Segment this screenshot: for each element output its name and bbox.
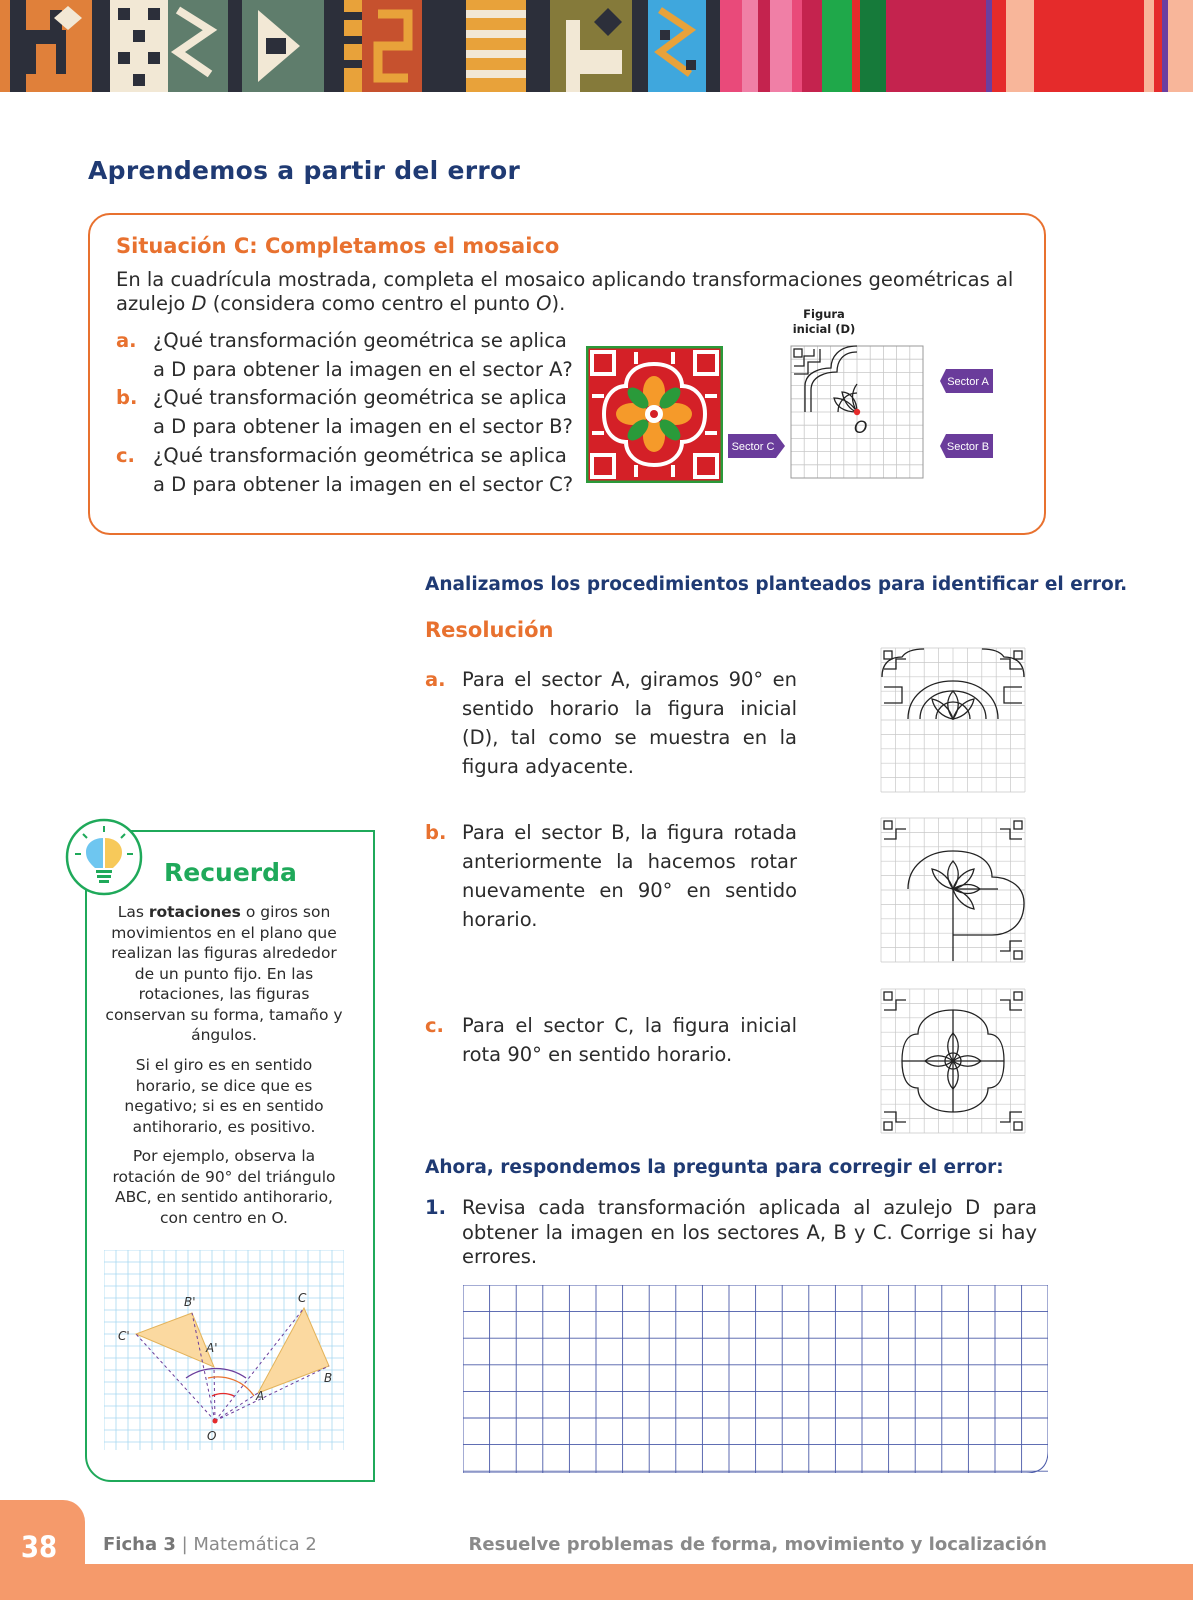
footer-ficha: Ficha 3 | Matemática 2 xyxy=(103,1534,317,1555)
sector-a-arrow xyxy=(940,369,993,393)
sector-c-arrow xyxy=(728,434,785,458)
correction-title: Ahora, respondemos la pregunta para corregir el error: xyxy=(425,1157,1004,1178)
footer-competence: Resuelve problemas de forma, movimiento y localización xyxy=(468,1534,1047,1555)
resolution-figure-c xyxy=(880,988,1026,1134)
label-a: A xyxy=(256,1389,265,1403)
question-text: ¿Qué transformación geométrica se aplica a D para obtener la imagen en el sector C? xyxy=(153,444,574,496)
remember-paragraph-2: Si el giro es en sentido horario, se dice que es negativo; si es en sentido antihorario, es positivo. xyxy=(124,1056,324,1136)
analysis-intro: Analizamos los procedimientos planteados para identificar el error. xyxy=(425,574,1128,595)
label-a-prime: A' xyxy=(206,1341,218,1355)
resolution-title: Resolución xyxy=(425,618,554,642)
resolution-step-c xyxy=(425,1011,800,1069)
figure-caption-line1: Figura xyxy=(803,307,845,321)
step-letter: c. xyxy=(425,1014,444,1037)
footer-bar xyxy=(0,1564,1193,1600)
resolution-figure-a xyxy=(880,647,1026,793)
rotation-example-figure xyxy=(104,1250,344,1450)
question-a xyxy=(116,326,576,384)
question-text: ¿Qué transformación geométrica se aplica a D para obtener la imagen en el sector A? xyxy=(153,329,573,381)
step-text: Para el sector A, giramos 90° en sentido horario la figura inicial (D), tal como se muestra en la figura adyacente. xyxy=(462,668,797,778)
question-number: 1. xyxy=(425,1196,446,1219)
question-letter: c. xyxy=(116,444,135,467)
question-text: Revisa cada transformación aplicada al azulejo D para obtener la imagen en los sectores A, B y C. Corrige si hay errores. xyxy=(462,1196,1037,1268)
question-c xyxy=(116,441,576,499)
resolution-figure-b xyxy=(880,817,1026,963)
label-b: B xyxy=(324,1371,333,1385)
step-letter: a. xyxy=(425,668,446,691)
question-b xyxy=(116,383,576,441)
point-o-label: O xyxy=(854,418,868,438)
sector-a-label: Sector A xyxy=(947,376,989,388)
step-text: Para el sector B, la figura rotada anteriormente la hacemos rotar nuevamente en 90° en sentido horario. xyxy=(462,821,797,931)
question-letter: b. xyxy=(116,386,138,409)
figure-caption-line2: inicial (D) xyxy=(792,322,856,336)
answer-grid[interactable] xyxy=(463,1285,1048,1473)
label-b-prime: B' xyxy=(184,1295,196,1309)
question-text: ¿Qué transformación geométrica se aplica a D para obtener la imagen en el sector B? xyxy=(153,386,573,438)
colored-tile-image xyxy=(586,346,723,483)
correction-question xyxy=(425,1196,1037,1270)
resolution-step-a xyxy=(425,665,800,781)
resolution-step-b xyxy=(425,818,800,934)
situation-title: Situación C: Completamos el mosaico xyxy=(116,234,560,258)
step-letter: b. xyxy=(425,821,447,844)
label-c-prime: C' xyxy=(118,1329,130,1343)
situation-intro: En la cuadrícula mostrada, completa el mosaico aplicando transformaciones geométricas al azulejo D (considera como centro el punto O). xyxy=(116,268,1014,315)
sector-c-label: Sector C xyxy=(731,441,775,453)
brain-lightbulb-icon xyxy=(65,818,143,896)
section-title: Aprendemos a partir del error xyxy=(88,156,521,185)
sector-b-arrow xyxy=(940,434,993,458)
page-number: 38 xyxy=(20,1530,58,1564)
question-letter: a. xyxy=(116,329,137,352)
textile-banner xyxy=(0,0,1193,92)
remember-paragraph-3: Por ejemplo, observa la rotación de 90° del triángulo ABC, en sentido antihorario, con centro en O. xyxy=(112,1147,336,1227)
remember-title: Recuerda xyxy=(164,858,297,887)
label-c: C xyxy=(298,1291,307,1305)
step-text: Para el sector C, la figura inicial rota 90° en sentido horario. xyxy=(462,1014,797,1066)
remember-paragraph-1: Las rotaciones o giros son movimientos en el plano que realizan las figuras alrededor de un punto fijo. En las rotaciones, las figuras conservan su forma, tamaño y ángulos. xyxy=(105,903,343,1044)
sector-b-label: Sector B xyxy=(946,441,990,453)
label-o: O xyxy=(207,1429,217,1443)
mosaic-grid-figure xyxy=(718,306,1018,486)
